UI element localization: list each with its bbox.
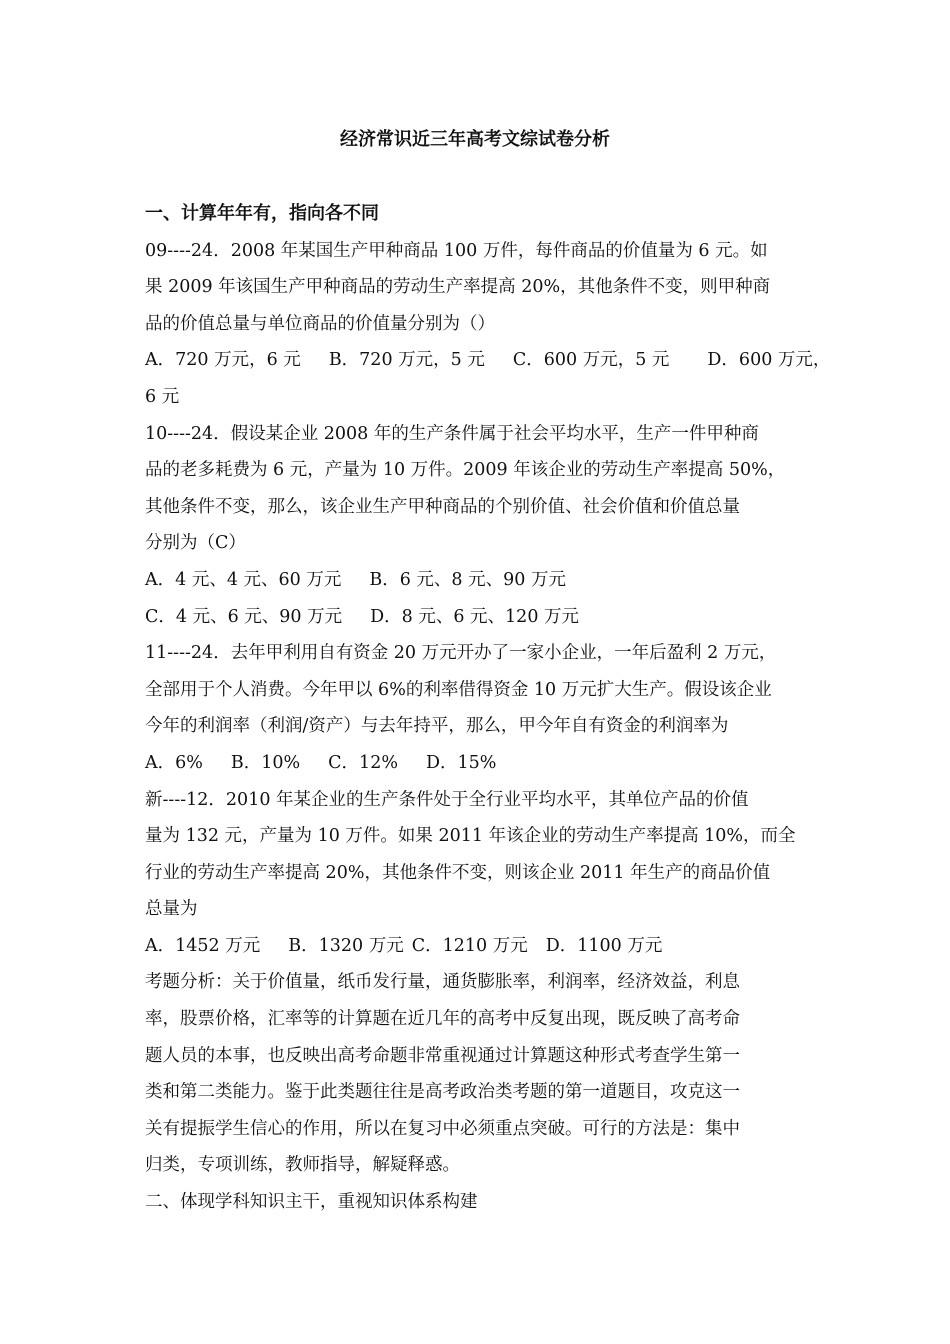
option-d: D．600 万元， xyxy=(707,350,831,371)
option-c: C．4 元、6 元、90 万元 xyxy=(145,606,343,627)
analysis-line: 类和第二类能力。鉴于此类题往往是高考政治类考题的第一道题目，攻克这一 xyxy=(145,1082,740,1103)
option-c: C．1210 万元 xyxy=(411,935,528,956)
question-text-line: 其他条件不变，那么，该企业生产甲种商品的个别价值、社会价值和价值总量 xyxy=(145,496,740,517)
section-heading-1: 一、计算年年有，指向各不同 xyxy=(145,203,379,224)
answer-options-continued: 6 元 xyxy=(145,386,180,407)
question-text-line: 09----24．2008 年某国生产甲种商品 100 万件，每件商品的价值量为 6 元。如 xyxy=(145,240,768,261)
option-a: A．720 万元，6 元 xyxy=(145,350,301,371)
question-4 xyxy=(145,782,813,965)
question-text-line: 品的价值总量与单位商品的价值量分别为（） xyxy=(145,313,495,334)
analysis-line: 关有提振学生信心的作用，所以在复习中必须重点突破。可行的方法是：集中 xyxy=(145,1118,740,1139)
analysis-line: 率，股票价格，汇率等的计算题在近几年的高考中反复出现，既反映了高考命 xyxy=(145,1009,740,1030)
question-text-line: 新----12．2010 年某企业的生产条件处于全行业平均水平，其单位产品的价值 xyxy=(145,789,749,810)
question-text-line: 10----24．假设某企业 2008 年的生产条件属于社会平均水平，生产一件甲种商 xyxy=(145,423,759,444)
question-text-line: 11----24．去年甲利用自有资金 20 万元开办了一家小企业，一年后盈利 2 万元， xyxy=(145,643,777,664)
question-text-line: 今年的利润率（利润/资产）与去年持平，那么，甲今年自有资金的利润率为 xyxy=(145,716,729,737)
answer-options xyxy=(145,562,813,599)
option-a: A．1452 万元 xyxy=(145,935,261,956)
section-heading-2: 二、体现学科知识主干，重视知识体系构建 xyxy=(145,1192,478,1213)
question-text-line: 果 2009 年该国生产甲种商品的劳动生产率提高 20%，其他条件不变，则甲种商 xyxy=(145,277,771,298)
answer-options xyxy=(145,599,813,636)
question-text-line: 分别为（C） xyxy=(145,533,246,554)
answer-options xyxy=(145,342,831,379)
question-3 xyxy=(145,635,813,781)
question-text-line: 量为 132 元，产量为 10 万件。如果 2011 年该企业的劳动生产率提高 10%，而全 xyxy=(145,826,796,847)
document-body xyxy=(145,196,831,1221)
option-b: B．720 万元，5 元 xyxy=(328,350,485,371)
option-c: C．600 万元，5 元 xyxy=(512,350,670,371)
analysis-line: 题人员的本事，也反映出高考命题非常重视通过计算题这种形式考查学生第一 xyxy=(145,1045,740,1066)
option-a: A．6% xyxy=(145,752,203,773)
option-b: B．1320 万元 xyxy=(288,935,404,956)
answer-options xyxy=(145,745,813,782)
option-c: C．12% xyxy=(328,752,398,773)
option-d: D．1100 万元 xyxy=(545,935,663,956)
answer-options xyxy=(145,928,813,965)
option-b: B．6 元、8 元、90 万元 xyxy=(369,569,566,590)
question-text-line: 总量为 xyxy=(145,899,198,920)
option-a: A．4 元、4 元、60 万元 xyxy=(145,569,342,590)
question-2 xyxy=(145,416,813,636)
analysis-line: 考题分析：关于价值量，纸币发行量，通货膨胀率，利润率，经济效益，利息 xyxy=(145,972,740,993)
question-text-line: 全部用于个人消费。今年甲以 6%的利率借得资金 10 万元扩大生产。假设该企业 xyxy=(145,679,772,700)
document-title: 经济常识近三年高考文综试卷分析 xyxy=(340,129,610,150)
question-text-line: 品的老多耗费为 6 元，产量为 10 万件。2009 年该企业的劳动生产率提高 50%， xyxy=(145,460,786,481)
analysis-line: 归类，专项训练，教师指导，解疑释惑。 xyxy=(145,1155,460,1176)
option-b: B．10% xyxy=(230,752,301,773)
question-1 xyxy=(145,233,831,416)
exam-analysis xyxy=(145,964,813,1184)
option-d: D．15% xyxy=(425,752,497,773)
option-d: D．8 元、6 元、120 万元 xyxy=(370,606,580,627)
question-text-line: 行业的劳动生产率提高 20%，其他条件不变，则该企业 2011 年生产的商品价值 xyxy=(145,862,771,883)
